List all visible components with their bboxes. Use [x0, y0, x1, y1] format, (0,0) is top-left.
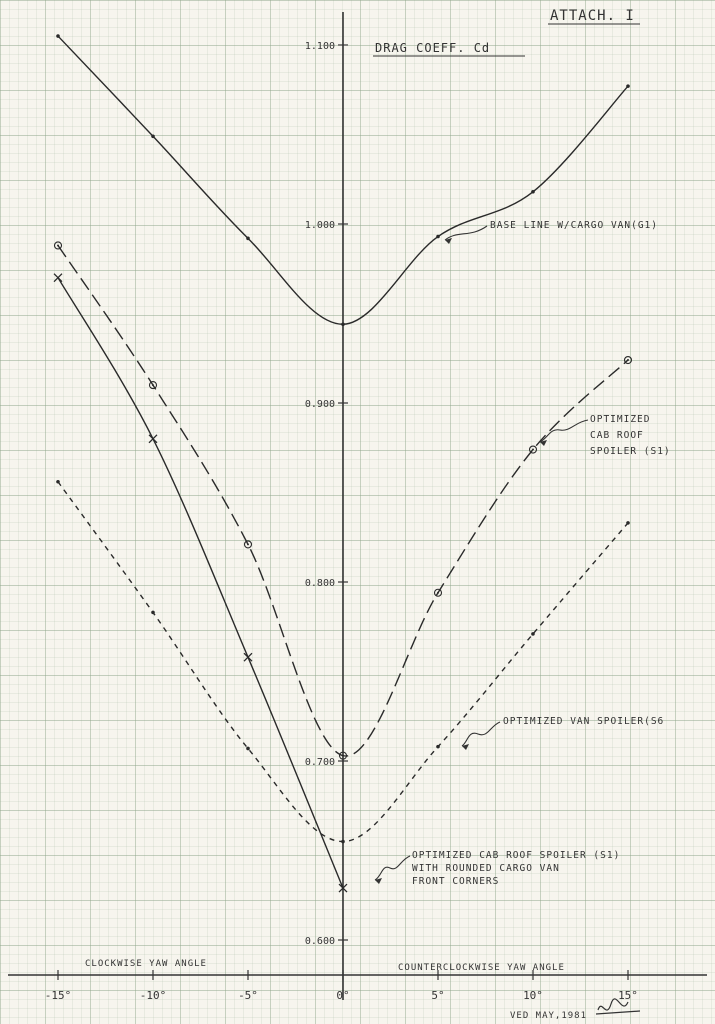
y-tick-label: 1.100: [304, 41, 335, 52]
data-point: [436, 745, 440, 749]
data-point-dot: [342, 755, 344, 757]
x-tick-label: -10°: [139, 989, 167, 1002]
data-point: [246, 237, 250, 241]
x-tick-label: 10°: [523, 989, 543, 1002]
data-point-dot: [57, 244, 59, 246]
annotation-line: WITH ROUNDED CARGO VAN: [412, 863, 560, 874]
xlabel-right: COUNTERCLOCKWISE YAW ANGLE: [398, 963, 565, 973]
annotation-line: OPTIMIZED VAN SPOILER(S6: [503, 716, 665, 727]
data-point-dot: [152, 384, 154, 386]
data-point-dot: [437, 592, 439, 594]
xlabel-left: CLOCKWISE YAW ANGLE: [85, 959, 207, 969]
data-point: [246, 747, 250, 751]
data-point: [151, 611, 155, 615]
x-tick-label: -15°: [44, 989, 72, 1002]
data-point-dot: [247, 543, 249, 545]
annotation-line: FRONT CORNERS: [412, 876, 500, 887]
y-tick-label: 0.600: [304, 936, 335, 947]
x-tick-label: -5°: [238, 989, 258, 1002]
signature: VED MAY,1981: [510, 1011, 588, 1021]
annotation-line: OPTIMIZED: [590, 414, 651, 425]
annotation-label: [503, 716, 664, 727]
data-point: [341, 322, 345, 326]
annotation-line: CAB ROOF: [590, 430, 644, 441]
data-point: [626, 84, 630, 88]
y-tick-label: 0.700: [304, 757, 335, 768]
data-point-dot: [627, 359, 629, 361]
attach-label: ATTACH. I: [550, 8, 635, 24]
y-tick-label: 0.900: [304, 399, 335, 410]
annotation-line: BASE LINE W/CARGO VAN(G1): [490, 220, 658, 231]
x-tick-label: 5°: [431, 989, 445, 1002]
x-tick-label: 15°: [618, 989, 638, 1002]
y-tick-label: 0.800: [304, 578, 335, 589]
data-point-dot: [532, 449, 534, 451]
chart-title: DRAG COEFF. Cd: [375, 41, 491, 55]
data-point: [341, 840, 345, 844]
data-point: [531, 632, 535, 636]
data-point: [151, 134, 155, 138]
annotation-label: [490, 220, 658, 231]
y-tick-label: 1.000: [304, 220, 335, 231]
data-point: [56, 34, 60, 38]
data-point: [436, 235, 440, 239]
x-tick-label: 0°: [336, 989, 350, 1002]
annotation-line: OPTIMIZED CAB ROOF SPOILER (S1): [412, 850, 621, 861]
data-point: [531, 190, 535, 194]
data-point: [56, 480, 60, 484]
annotation-line: SPOILER (S1): [590, 446, 671, 457]
data-point: [626, 521, 630, 525]
